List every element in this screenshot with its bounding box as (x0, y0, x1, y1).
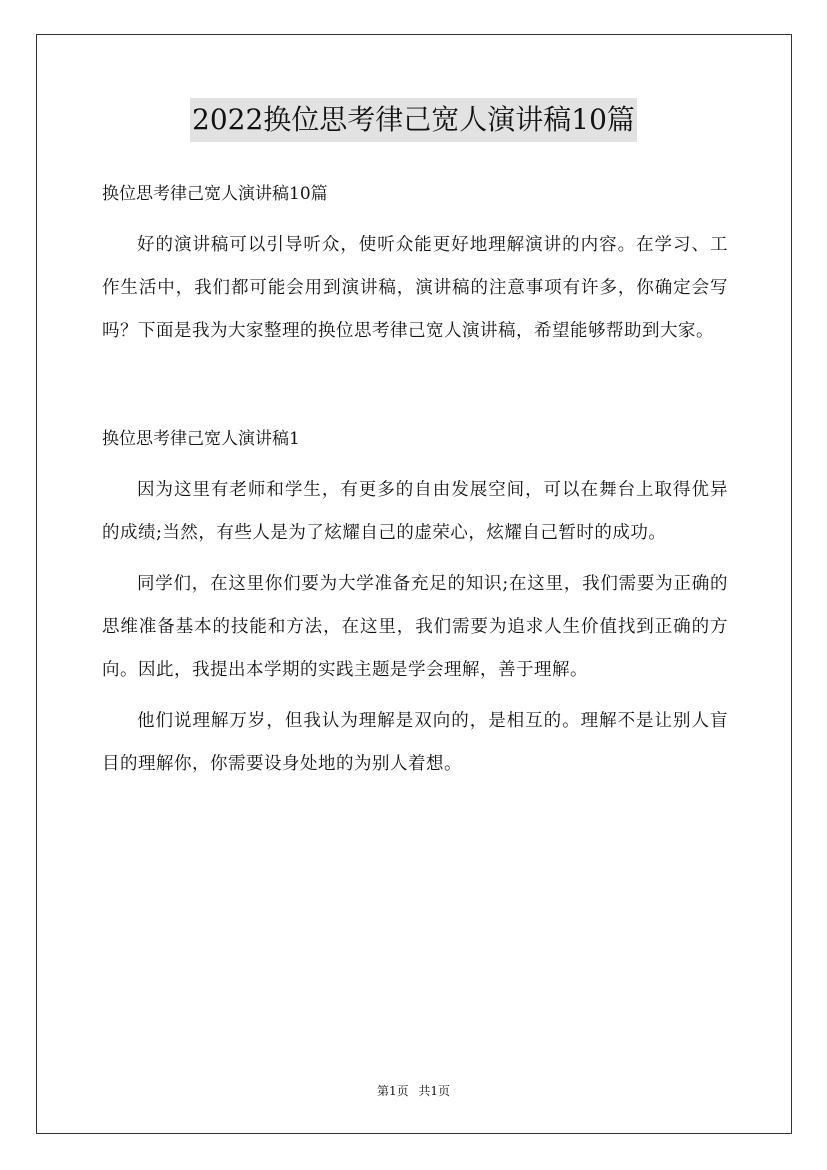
page-footer (0, 1082, 827, 1100)
title-container (0, 98, 827, 142)
spacer (102, 692, 728, 700)
spacer (102, 461, 728, 469)
spacer (102, 555, 728, 563)
page-total: 共1页 (418, 1084, 451, 1098)
document-body (102, 172, 728, 786)
document-title: 2022换位思考律己宽人演讲稿10篇 (190, 98, 637, 142)
body-paragraph-3: 他们说理解万岁，但我认为理解是双向的，是相互的。理解不是让别人盲目的理解你，你需要设身处地的为别人着想。 (102, 711, 728, 774)
spacer (102, 216, 728, 224)
intro-paragraph: 好的演讲稿可以引导听众，使听众能更好地理解演讲的内容。在学习、工作生活中，我们都可能会用到演讲稿，演讲稿的注意事项有许多，你确定会写吗？下面是我为大家整理的换位思考律己宽人演讲稿，希望能够帮助到大家。 (102, 235, 728, 341)
page-number: 第1页 (376, 1084, 409, 1098)
body-paragraph-2: 同学们，在这里你们要为大学准备充足的知识;在这里，我们需要为正确的思维准备基本的技能和方法，在这里，我们需要为追求人生价值找到正确的方向。因此，我提出本学期的实践主题是学会理解，善于理解。 (102, 574, 728, 680)
section-heading: 换位思考律己宽人演讲稿1 (102, 429, 300, 449)
spacer (102, 353, 728, 417)
document-subtitle: 换位思考律己宽人演讲稿10篇 (102, 184, 328, 204)
body-paragraph-1: 因为这里有老师和学生，有更多的自由发展空间，可以在舞台上取得优异的成绩;当然，有些人是为了炫耀自己的虚荣心，炫耀自己暂时的成功。 (102, 480, 728, 543)
